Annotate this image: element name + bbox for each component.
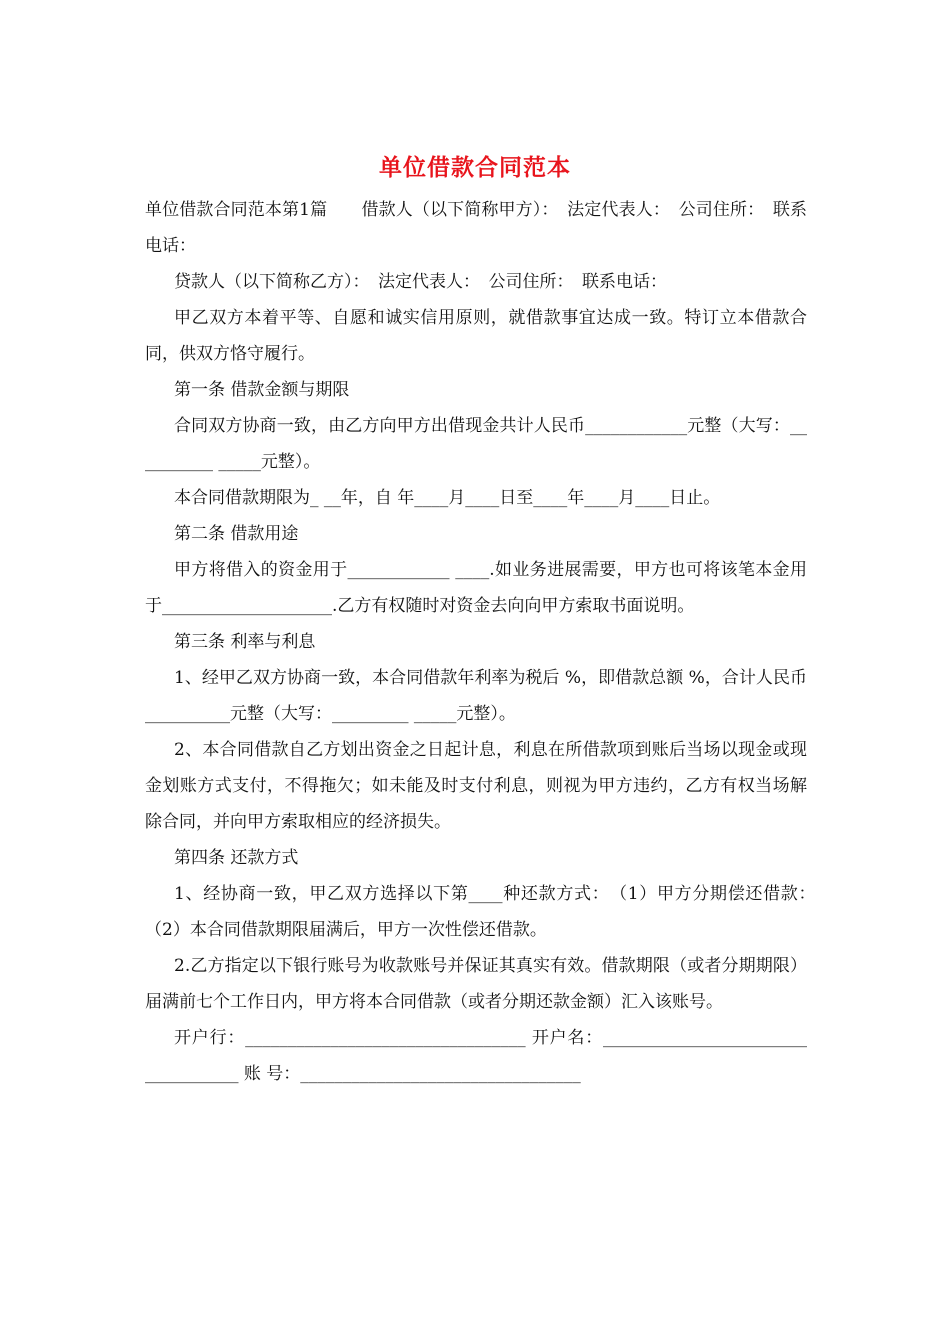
loan-term-paragraph: 本合同借款期限为_ __年，自 年____月____日至____年____月____日止。: [174, 488, 721, 508]
bank-account-paragraph: 2.乙方指定以下银行账号为收款账号并保证其真实有效。借款期限（或者分期期限）届满前七个工作日内，甲方将本合同借款（或者分期还款金额）汇入该账号。: [145, 956, 807, 1012]
document-title: 单位借款合同范本: [379, 154, 571, 181]
loan-amount-paragraph: 合同双方协商一致，由乙方向甲方出借现金共计人民币____________元整（大写：__________ _____元整）。: [145, 416, 807, 472]
intro-parties-paragraph: 单位借款合同范本第1篇 借款人（以下简称甲方）： 法定代表人： 公司住所： 联系电话：: [145, 200, 807, 256]
bank-fields-paragraph: 开户行：_________________________________ 开户名：___________________________________ 账 号：_________________________________: [145, 1028, 807, 1084]
repayment-method-paragraph: 1、经协商一致，甲乙双方选择以下第____种还款方式： （1）甲方分期偿还借款： （2）本合同借款期限届满后，甲方一次性偿还借款。: [145, 884, 824, 940]
document-body: [145, 192, 824, 1092]
loan-purpose-paragraph: 甲方将借入的资金用于____________ ____.如业务进展需要，甲方也可将该笔本金用于____________________.乙方有权随时对资金去向向甲方索取书面说明。: [145, 560, 807, 616]
lender-paragraph: 贷款人（以下简称乙方）： 法定代表人： 公司住所： 联系电话：: [174, 272, 667, 292]
article-3-heading: 第三条 利率与利息: [174, 632, 316, 652]
interest-payment-paragraph: 2、本合同借款自乙方划出资金之日起计息，利息在所借款项到账后当场以现金或现金划账方式支付，不得拖欠；如未能及时支付利息，则视为甲方违约，乙方有权当场解除合同，并向甲方索取相应的经济损失。: [145, 740, 807, 832]
interest-rate-paragraph: 1、经甲乙双方协商一致，本合同借款年利率为税后 %，即借款总额 %，合计人民币__________元整（大写：_________ _____元整）。: [145, 668, 807, 724]
article-4-heading: 第四条 还款方式: [174, 848, 299, 868]
principle-paragraph: 甲乙双方本着平等、自愿和诚实信用原则，就借款事宜达成一致。特订立本借款合同，供双方恪守履行。: [145, 308, 807, 364]
article-2-heading: 第二条 借款用途: [174, 524, 299, 544]
article-1-heading: 第一条 借款金额与期限: [174, 380, 350, 400]
